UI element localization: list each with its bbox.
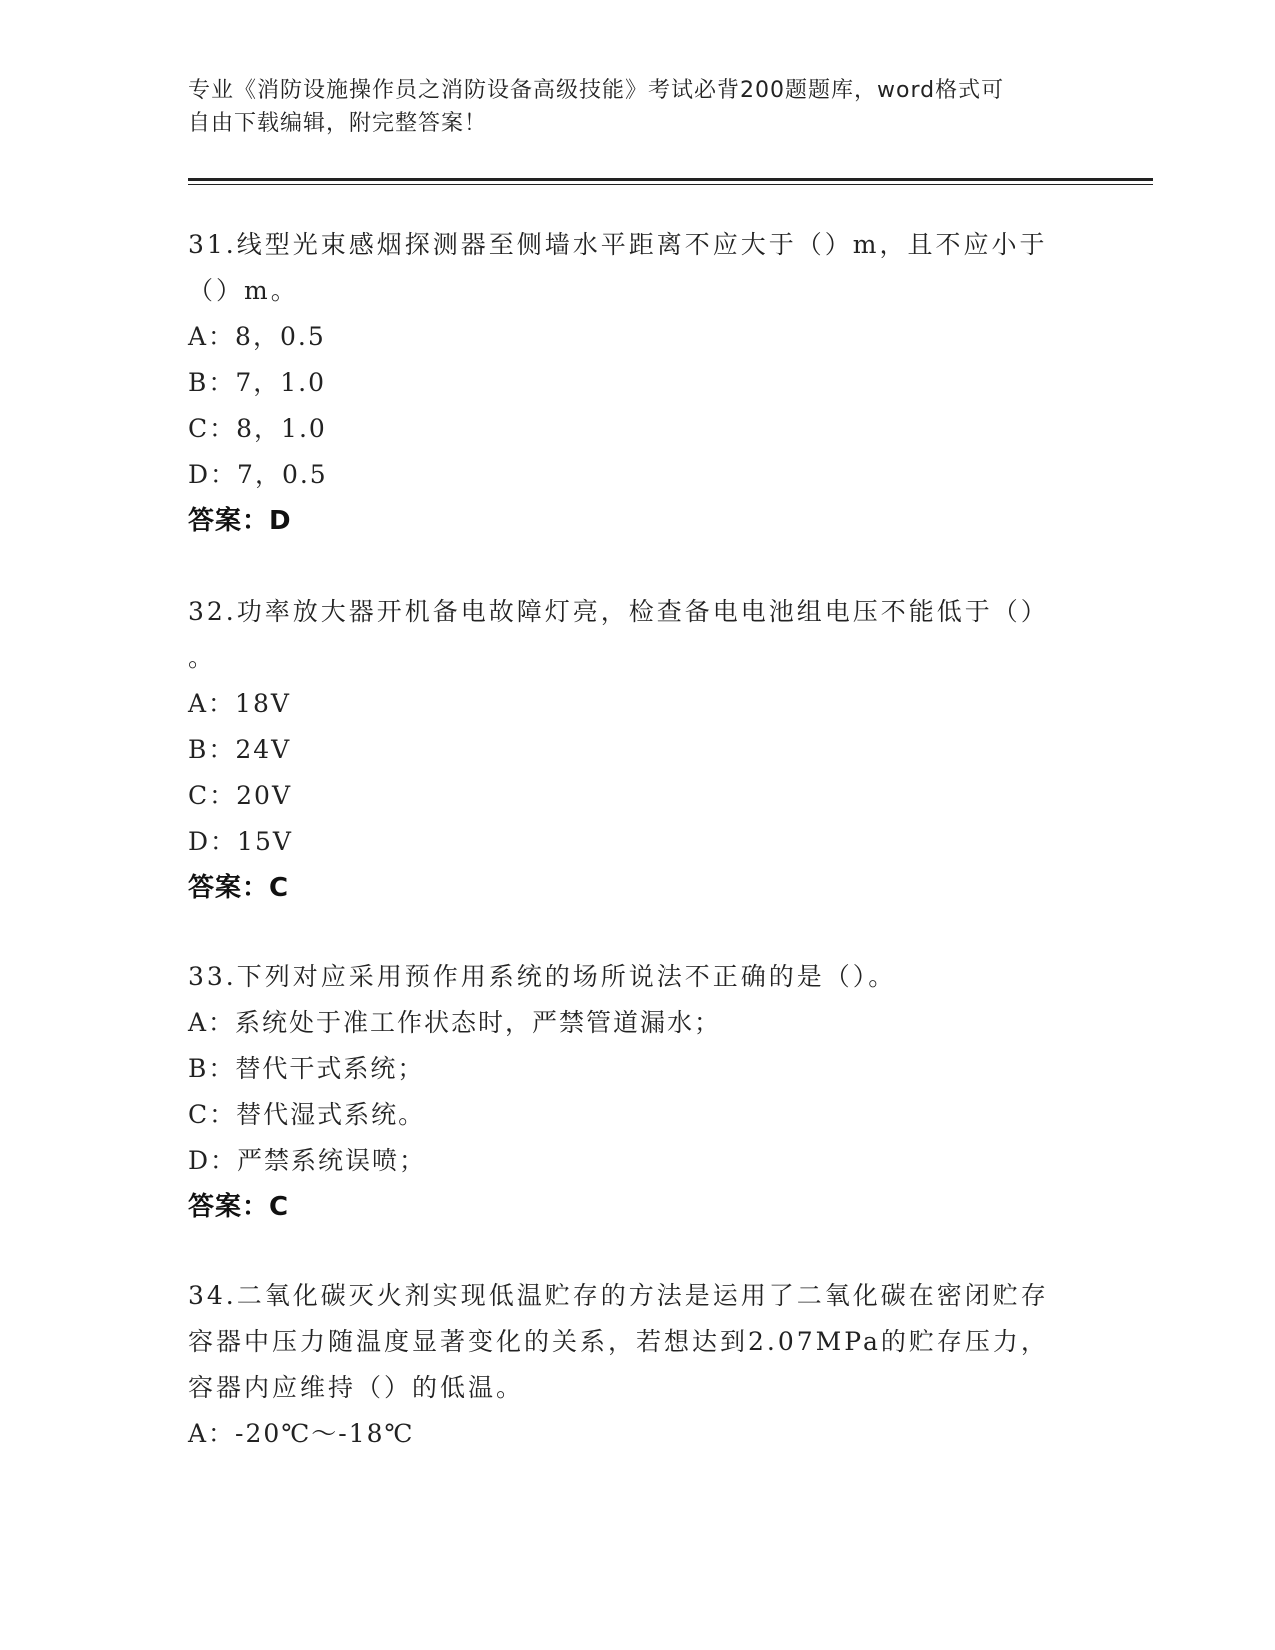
question-stem: 33.下列对应采用预作用系统的场所说法不正确的是（）。 <box>188 962 897 991</box>
answer: 答案：C <box>188 1192 290 1222</box>
question-stem-continued: 容器内应维持（）的低温。 <box>188 1373 525 1402</box>
question-33 <box>188 954 1088 1230</box>
header-line-2: 自由下载编辑，附完整答案！ <box>188 111 488 136</box>
option-d: D：7，0.5 <box>188 460 328 489</box>
question-stem-continued: （）m。 <box>188 276 299 305</box>
question-stem: 34.二氧化碳灭火剂实现低温贮存的方法是运用了二氧化碳在密闭贮存 <box>188 1281 1049 1310</box>
option-a: A：18V <box>188 689 291 718</box>
option-d: D：15V <box>188 827 293 856</box>
question-stem: 31.线型光束感烟探测器至侧墙水平距离不应大于（）m，且不应小于 <box>188 230 1048 259</box>
question-stem: 32.功率放大器开机备电故障灯亮，检查备电电池组电压不能低于（） <box>188 597 1049 626</box>
option-a: A：系统处于准工作状态时，严禁管道漏水； <box>188 1008 722 1037</box>
question-stem-continued: 容器中压力随温度显著变化的关系，若想达到2.07MPa的贮存压力， <box>188 1327 1049 1356</box>
answer: 答案：D <box>188 506 292 536</box>
header-divider-thin <box>188 184 1153 185</box>
question-stem-continued: 。 <box>188 643 217 672</box>
option-b: B：替代干式系统； <box>188 1054 425 1083</box>
option-d: D：严禁系统误喷； <box>188 1146 427 1175</box>
option-b: B：24V <box>188 735 292 764</box>
header-divider-thick <box>188 178 1153 181</box>
question-31 <box>188 222 1088 544</box>
header-line-1: 专业《消防设施操作员之消防设备高级技能》考试必背200题题库，word格式可 <box>188 78 1005 103</box>
option-a: A：8，0.5 <box>188 322 326 351</box>
option-c: C：8，1.0 <box>188 414 327 443</box>
option-c: C：替代湿式系统。 <box>188 1100 426 1129</box>
question-34 <box>188 1273 1088 1457</box>
document-header <box>188 74 1088 140</box>
option-a: A：-20℃～-18℃ <box>188 1419 415 1448</box>
answer: 答案：C <box>188 873 290 903</box>
question-32 <box>188 589 1088 911</box>
option-b: B：7，1.0 <box>188 368 327 397</box>
option-c: C：20V <box>188 781 292 810</box>
